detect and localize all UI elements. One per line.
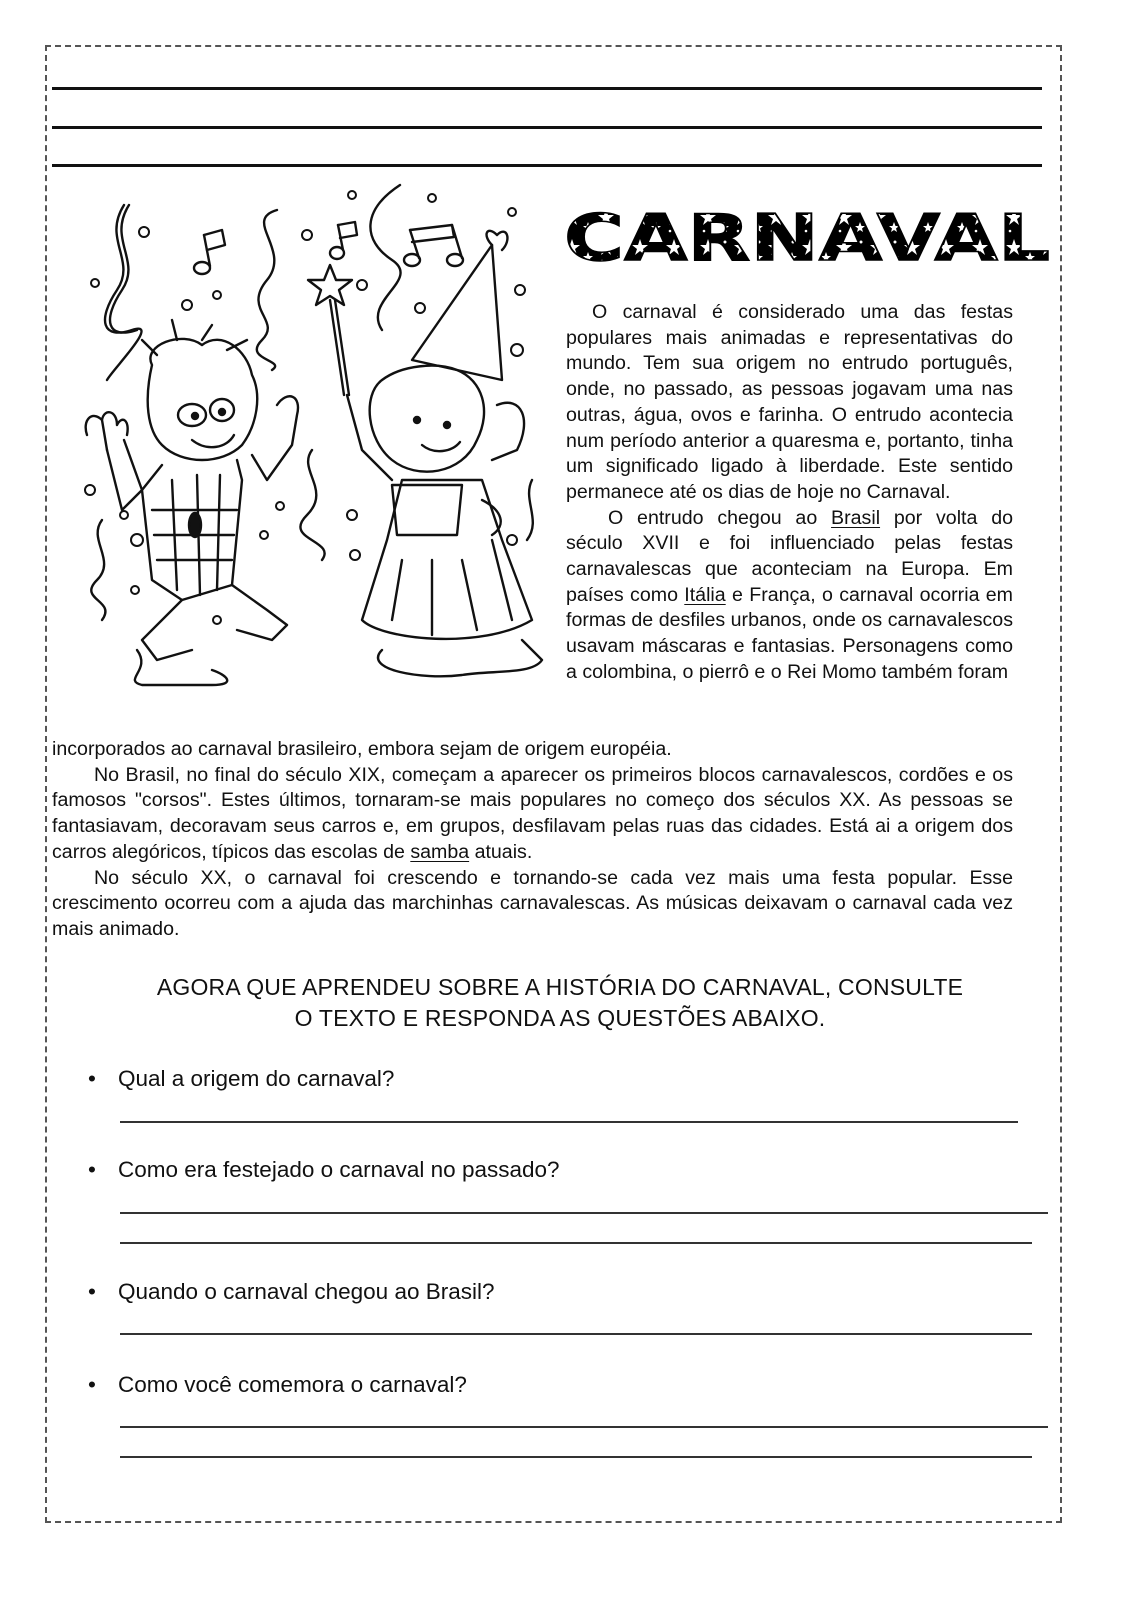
bullet-icon: • xyxy=(88,1279,96,1304)
paragraph-1: O carnaval é considerado uma das festas populares mais animadas e representativas do mundo. Tem sua origem no entrudo português, onde, no passado, as pessoas jogavam uma nas outras, água, ovos e farinha. O entrudo acontecia num período anterior a quaresma e, portanto, tinha um significado ligado à liberdade. Este sentido permanece até os dias de hoje no Carnaval. xyxy=(566,301,1013,503)
answer-line[interactable] xyxy=(120,1456,1032,1458)
answer-line[interactable] xyxy=(120,1333,1032,1335)
answer-line[interactable] xyxy=(120,1212,1048,1214)
title-text: CARNAVAL xyxy=(564,206,1050,266)
streamer-icon xyxy=(105,205,142,380)
streamer-icon xyxy=(300,450,324,560)
paragraph-2-continued: incorporados ao carnaval brasileiro, embora sejam de origem européia. xyxy=(52,738,672,760)
music-note-icon xyxy=(404,225,463,266)
instructions-line-1: AGORA QUE APRENDEU SOBRE A HISTÓRIA DO CARNAVAL, CONSULTE xyxy=(156,974,964,1000)
header-writing-line[interactable] xyxy=(52,126,1042,129)
question-item xyxy=(88,1157,560,1183)
music-note-icon xyxy=(194,230,225,274)
question-item xyxy=(88,1372,467,1398)
link-italia[interactable]: Itália xyxy=(684,583,726,606)
instructions-heading xyxy=(60,972,1060,1034)
text-span: No Brasil, no final do século XIX, começam a aparecer os primeiros blocos carnavalescos, cordões e os famosos "corsos". Estes últimos, tornaram-se mais populares no começo dos séculos XX. As pessoas se fantasiavam, decoravam seus carros e, em grupos, desfilavam pelas ruas das cidades. Está ai a origem dos carros alegóricos, típicos das escolas de xyxy=(52,763,1013,863)
boy-costume-figure xyxy=(86,320,298,685)
paragraph-3 xyxy=(52,763,1013,866)
carnival-children-illustration xyxy=(62,180,547,700)
question-text: Como era festejado o carnaval no passado? xyxy=(118,1157,560,1182)
page-title xyxy=(562,206,1052,266)
answer-line[interactable] xyxy=(120,1426,1048,1428)
text-span: O entrudo chegou ao xyxy=(608,506,832,529)
header-writing-line[interactable] xyxy=(52,164,1042,167)
main-text-body xyxy=(52,737,1013,943)
streamer-icon xyxy=(91,520,105,620)
link-brasil[interactable]: Brasil xyxy=(831,506,881,529)
intro-text-column xyxy=(566,300,1013,686)
paragraph-2 xyxy=(566,506,1013,686)
text-span: e França, o carnaval ocorria em formas de desfiles urbanos, onde os carnavalescos usavam máscaras e fantasias. Personagens como a colombina, o pierrô e o Rei Momo também foram xyxy=(566,583,1014,683)
paragraph-4: No século XX, o carnaval foi crescendo e tornando-se cada vez mais uma festa popular. Esse crescimento ocorreu com a ajuda das marchinhas carnavalescas. As músicas deixavam o carnaval cada vez mais animado. xyxy=(52,866,1013,940)
question-text: Como você comemora o carnaval? xyxy=(118,1372,467,1397)
instructions-line-2: O TEXTO E RESPONDA AS QUESTÕES ABAIXO. xyxy=(294,1005,826,1031)
bullet-icon: • xyxy=(88,1372,96,1397)
answer-line[interactable] xyxy=(120,1121,1018,1123)
streamer-icon xyxy=(370,185,400,330)
link-samba[interactable]: samba xyxy=(410,840,470,863)
streamer-icon xyxy=(527,480,533,540)
bullet-icon: • xyxy=(88,1066,96,1091)
text-span: por volta do século XVII e foi influenciado pelas festas carnavalescas que aconteciam na Europa. Em países como xyxy=(566,506,1013,606)
question-item xyxy=(88,1066,394,1092)
text-span: atuais. xyxy=(469,840,533,863)
question-text: Quando o carnaval chegou ao Brasil? xyxy=(118,1279,495,1304)
girl-fairy-figure xyxy=(308,231,542,676)
answer-line[interactable] xyxy=(120,1242,1032,1244)
streamer-icon xyxy=(257,210,277,370)
bullet-icon: • xyxy=(88,1157,96,1182)
question-item xyxy=(88,1279,495,1305)
music-note-icon xyxy=(330,222,357,259)
header-writing-line[interactable] xyxy=(52,87,1042,90)
question-text: Qual a origem do carnaval? xyxy=(118,1066,395,1091)
